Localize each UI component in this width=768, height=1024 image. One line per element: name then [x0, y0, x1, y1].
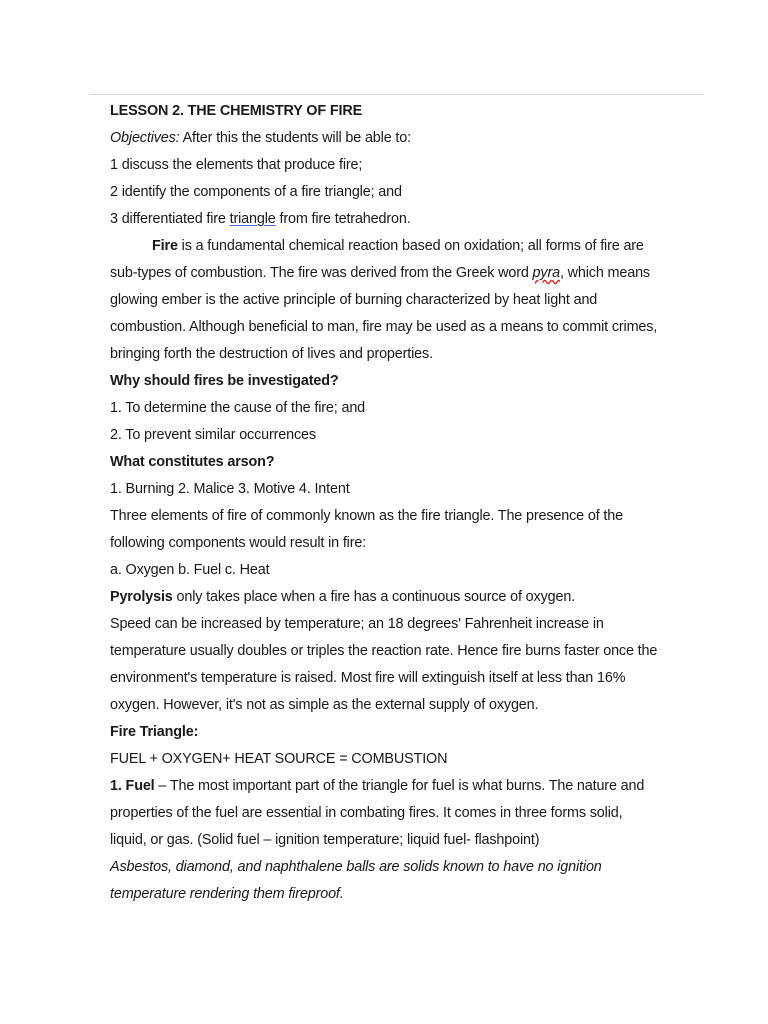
objective-item-1: 1 discuss the elements that produce fire; — [110, 157, 363, 173]
fire-paragraph-line-2 — [110, 260, 690, 287]
fuel-line-2: properties of the fuel are essential in combating fires. It comes in three forms solid, — [110, 805, 623, 821]
speed-line-4: oxygen. However, it's not as simple as the external supply of oxygen. — [110, 697, 539, 713]
speed-line-3: environment's temperature is raised. Most fire will extinguish itself at less than 16% — [110, 670, 626, 686]
arson-list: 1. Burning 2. Malice 3. Motive 4. Intent — [110, 481, 350, 497]
spelling-flagged-word: pyra — [532, 265, 560, 281]
fire-triangle-formula: FUEL + OXYGEN+ HEAT SOURCE = COMBUSTION — [110, 751, 448, 767]
page-top-divider — [90, 94, 704, 95]
fuel-note-line-2: temperature rendering them fireproof. — [110, 886, 344, 902]
speed-line-1: Speed can be increased by temperature; an 18 degrees' Fahrenheit increase in — [110, 616, 604, 632]
lesson-title: LESSON 2. THE CHEMISTRY OF FIRE — [110, 103, 363, 119]
fire-line-2-end: , which means — [559, 265, 650, 281]
fuel-line-1 — [110, 773, 690, 800]
why-investigate-heading: Why should fires be investigated? — [110, 373, 339, 389]
arson-heading: What constitutes arson? — [110, 454, 275, 470]
elements-line-1: Three elements of fire of commonly known as the fire triangle. The presence of the — [110, 508, 623, 524]
objective-item-2: 2 identify the components of a fire triangle; and — [110, 184, 402, 200]
speed-line-2: temperature usually doubles or triples the reaction rate. Hence fire burns faster once the — [110, 643, 658, 659]
objectives-text: After this the students will be able to: — [179, 130, 411, 146]
why-investigate-item-2: 2. To prevent similar occurrences — [110, 427, 316, 443]
pyrolysis-line — [110, 584, 690, 611]
pyrolysis-text: only takes place when a fire has a continuous source of oxygen. — [172, 589, 576, 605]
fuel-line-3: liquid, or gas. (Solid fuel – ignition temperature; liquid fuel- flashpoint) — [110, 832, 540, 848]
document-body — [110, 98, 690, 908]
fuel-note-line-1: Asbestos, diamond, and naphthalene balls are solids known to have no ignition — [110, 859, 602, 875]
fire-line-1-text: is a fundamental chemical reaction based on oxidation; all forms of fire are — [177, 238, 644, 254]
elements-list: a. Oxygen b. Fuel c. Heat — [110, 562, 270, 578]
objective-item-3-start: 3 differentiated fire — [110, 211, 230, 227]
why-investigate-item-1: 1. To determine the cause of the fire; and — [110, 400, 366, 416]
objectives-line — [110, 125, 690, 152]
fuel-line-1-text: – The most important part of the triangle for fuel is what burns. The nature and — [154, 778, 645, 794]
grammar-flagged-word: triangle — [229, 211, 276, 227]
objectives-label: Objectives: — [110, 130, 180, 146]
fire-paragraph-line-4: combustion. Although beneficial to man, fire may be used as a means to commit crimes, — [110, 319, 658, 335]
fire-term: Fire — [152, 238, 178, 254]
objective-item-3-end: from fire tetrahedron. — [275, 211, 411, 227]
fire-paragraph-line-1 — [110, 233, 690, 260]
objective-item-3 — [110, 206, 690, 233]
elements-line-2: following components would result in fire: — [110, 535, 367, 551]
fire-triangle-heading: Fire Triangle: — [110, 724, 199, 740]
fire-paragraph-line-5: bringing forth the destruction of lives and properties. — [110, 346, 433, 362]
fuel-term: 1. Fuel — [110, 778, 155, 794]
pyrolysis-term: Pyrolysis — [110, 589, 173, 605]
fire-paragraph-line-3: glowing ember is the active principle of burning characterized by heat light and — [110, 292, 598, 308]
fire-line-2-start: sub-types of combustion. The fire was derived from the Greek word — [110, 265, 533, 281]
